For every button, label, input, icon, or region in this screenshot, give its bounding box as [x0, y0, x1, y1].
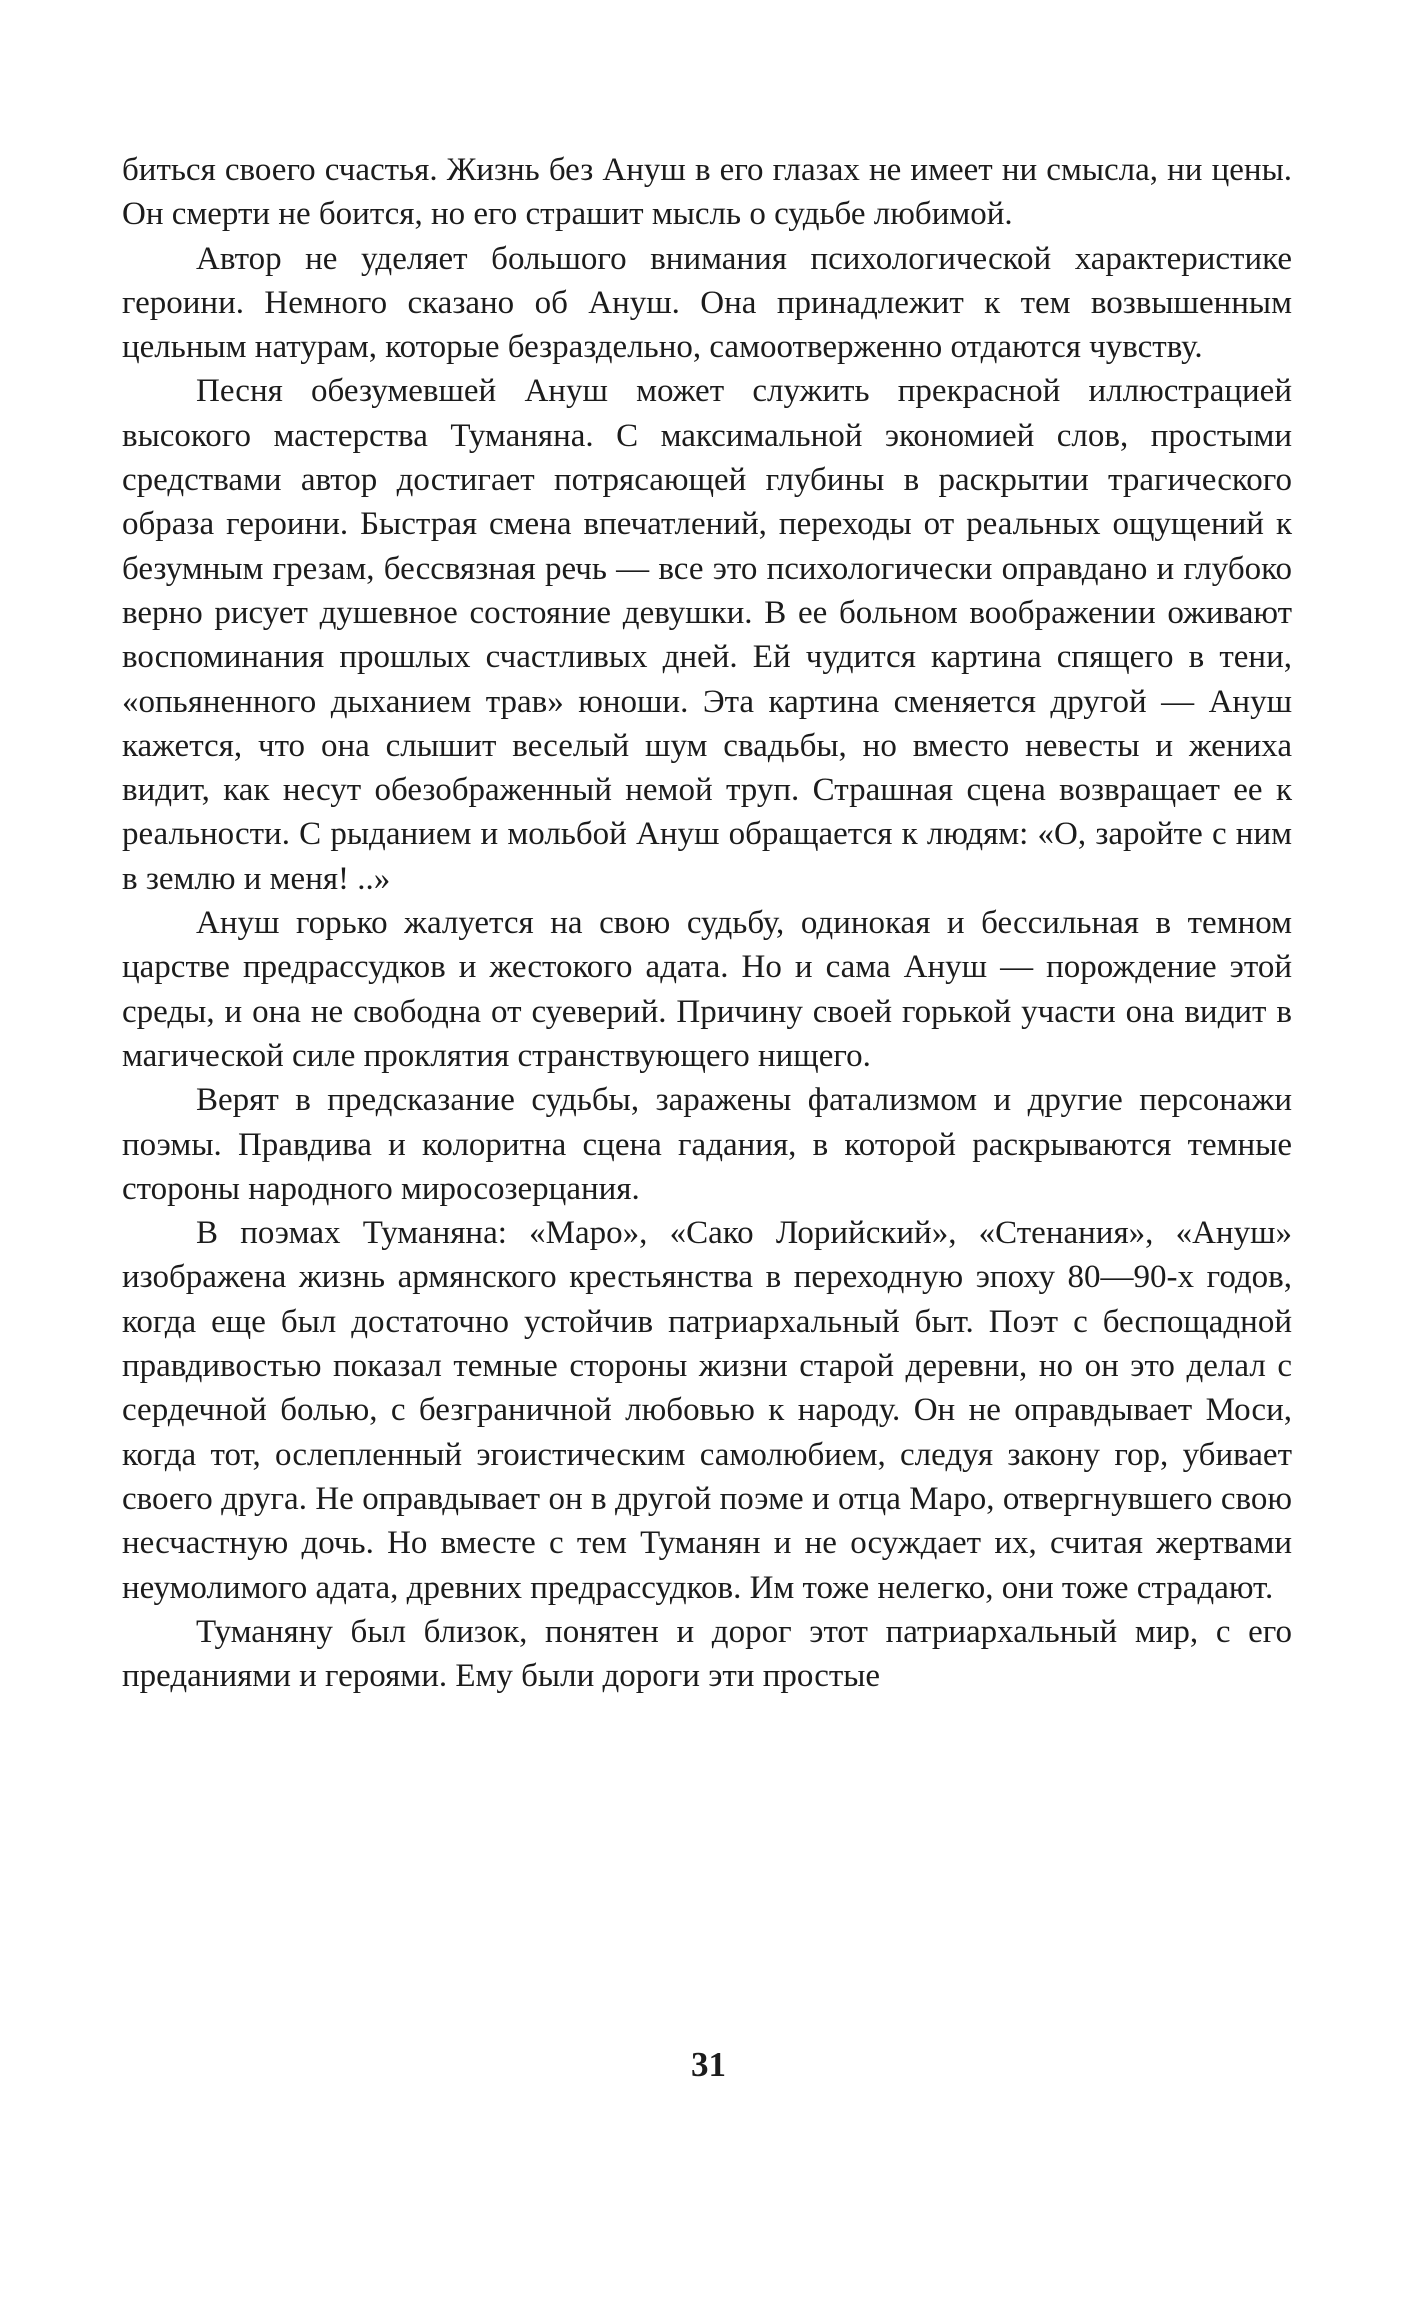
paragraph-continuation: биться своего счастья. Жизнь без Ануш в его глазах не имеет ни смысла, ни цены. Он смерти не боится, но его страшит мысль о судьбе любимой. — [122, 152, 1292, 233]
paragraph-fortune-telling: Верят в предсказание судьбы, заражены фатализмом и другие персонажи поэмы. Правдива и колоритна сцена гадания, в которой раскрываются темные стороны народного миросозерцания. — [122, 1082, 1292, 1207]
paragraph-patriarchal-world: Туманяну был близок, понятен и дорог этот патриархальный мир, с его преданиями и героями. Ему были дороги эти простые — [122, 1613, 1292, 1695]
paragraph-anush-song: Песня обезумевшей Ануш может служить прекрасной иллюстрацией высокого мастерства Туманяна. С максимальной экономией слов, простыми средствами автор достигает потрясающей глубины в раскрытии трагического образа героини. Быстрая смена впечатлений, переходы от реальных ощущений к безумным грезам, бессвязная речь — все это психологически оправдано и глубоко верно рисует душевное состояние девушки. В ее больном воображении оживают воспоминания прошлых счастливых дней. Ей чудится картина спящего в тени, «опьяненного дыханием трав» юноши. Эта картина сменяется другой — Ануш кажется, что она слышит веселый шум свадьбы, но вместо невесты и жениха видит, как несут обезображенный немой труп. Страшная сцена возвращает ее к реальности. С рыданием и мольбой Ануш обращается к людям: «О, заройте с ним в землю и меня! ..» — [122, 373, 1292, 897]
page-number: 31 — [691, 2045, 726, 2084]
paragraph-heroine-characteristic: Автор не уделяет большого внимания психологической характеристике героини. Немного сказано об Ануш. Она принадлежит к тем возвышенным цельным натурам, которые безраздельно, самоотверженно отдаются чувству. — [122, 240, 1292, 366]
page-body — [122, 148, 1292, 1698]
paragraph-tumanyan-poems: В поэмах Туманяна: «Маро», «Сако Лорийский», «Стенания», «Ануш» изображена жизнь армянского крестьянства в переходную эпоху 80—90-х годов, когда еще был достаточно устойчив патриархальный быт. Поэт с беспощадной правдивостью показал темные стороны жизни старой деревни, но он это делал с сердечной болью, с безграничной любовью к народу. Он не оправдывает Моси, когда тот, ослепленный эгоистическим самолюбием, следуя закону гор, убивает своего друга. Не оправдывает он в другой поэме и отца Маро, отвергнувшего свою несчастную дочь. Но вместе с тем Туманян и не осуждает их, считая жертвами неумолимого адата, древних предрассудков. Им тоже нелегко, они тоже страдают. — [122, 1215, 1292, 1606]
paragraph-anush-complaint: Ануш горько жалуется на свою судьбу, одинокая и бессильная в темном царстве предрассудков и жестокого адата. Но и сама Ануш — порождение этой среды, и она не свободна от суеверий. Причину своей горькой участи она видит в магической силе проклятия странствующего нищего. — [122, 905, 1292, 1074]
